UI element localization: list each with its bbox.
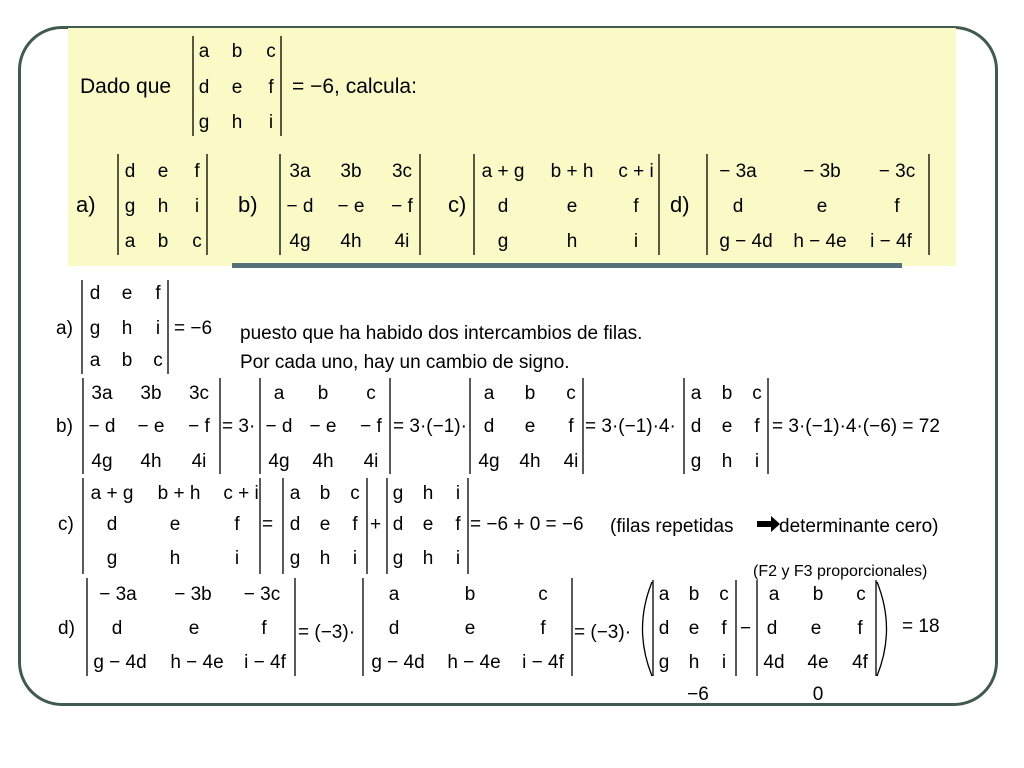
matrix-cell: a [273, 383, 285, 404]
matrix-cell: g − 4d [719, 231, 773, 252]
matrix-cell: − 3c [243, 584, 281, 605]
matrix-cell: h [688, 652, 700, 673]
matrix-cell: b + h [550, 161, 594, 182]
matrix-cell: 3c [391, 161, 413, 182]
matrix-cell: 4i [563, 451, 579, 472]
option-label: a) [76, 192, 96, 217]
matrix-cell: c [719, 584, 729, 605]
matrix-cell: − d [286, 196, 314, 217]
matrix-cell: a [483, 383, 495, 404]
matrix-cell: i [234, 548, 240, 569]
matrix-cell: f [754, 416, 760, 437]
matrix-cell: 4i [191, 451, 207, 472]
operator: = [262, 514, 274, 535]
given-result: = −6, calcula: [292, 75, 417, 98]
note-start: (filas repetidas [610, 516, 734, 537]
matrix-cell: f [721, 618, 727, 639]
matrix-cell: g [658, 652, 670, 673]
matrix-cell: g [198, 112, 210, 133]
matrix-cell: i [194, 196, 200, 217]
matrix-cell: c [192, 231, 202, 252]
given-matrix [199, 41, 276, 133]
matrix-cell: 4g [91, 451, 113, 472]
matrix-cell: e [231, 77, 243, 98]
solution-a [56, 280, 642, 374]
matrix-cell: b [721, 383, 733, 404]
matrix-cell: f [261, 618, 267, 639]
matrix-cell: f [540, 618, 546, 639]
matrix-cell: g − 4d [371, 652, 425, 673]
matrix-cell: c [266, 41, 276, 62]
matrix-cell: g [690, 451, 702, 472]
matrix-cell: 4e [807, 652, 829, 673]
given-statement [80, 36, 417, 136]
matrix-cell: i [754, 451, 760, 472]
solution-result: = −6 [174, 318, 213, 339]
matrix-cell: − f [360, 416, 382, 437]
matrix-cell: − 3c [878, 161, 916, 182]
operator: = (−3)· [298, 622, 356, 643]
solution-label: a) [56, 318, 73, 339]
explanation-line-2: Por cada uno, hay un cambio de signo. [240, 352, 570, 373]
matrix-cell: c [566, 383, 576, 404]
matrix-cell: 4h [519, 451, 541, 472]
given-label: Dado que [80, 75, 172, 98]
matrix-cell: f [455, 514, 461, 535]
matrix-cell: 4h [312, 451, 334, 472]
matrix-cell: − f [188, 416, 210, 437]
matrix-cell: e [816, 196, 828, 217]
matrix-cell: c [538, 584, 548, 605]
matrix-cell: d [89, 283, 101, 304]
matrix-cell: 4g [289, 231, 311, 252]
matrix-cell: d [392, 514, 404, 535]
matrix-cell: h [157, 196, 169, 217]
matrix-cell: − d [265, 416, 293, 437]
matrix-cell: 4i [394, 231, 410, 252]
matrix-cell: d [289, 514, 301, 535]
option-b [238, 154, 420, 255]
matrix-cell: 4d [763, 652, 785, 673]
matrix-cell: g [392, 483, 404, 504]
matrix-cell: − 3a [99, 584, 137, 605]
matrix-cell: d [732, 196, 744, 217]
matrix-cell: 4g [268, 451, 290, 472]
under-value-2: 0 [812, 684, 824, 705]
matrix-cell: 4h [140, 451, 162, 472]
matrix-cell: 4f [852, 652, 868, 673]
matrix-cell: b [157, 231, 169, 252]
matrix-cell: e [157, 161, 169, 182]
matrix-cell: i [352, 548, 358, 569]
operator: = 3·(−1)· [393, 416, 467, 437]
operator: − [740, 618, 752, 639]
matrix-cell: e [688, 618, 700, 639]
explanation-line-1: puesto que ha habido dos intercambios de filas. [240, 323, 643, 344]
matrix-cell: a [690, 383, 702, 404]
matrix-cell: c [366, 383, 376, 404]
operator: = (−3)· [574, 622, 632, 643]
matrix-cell: a [289, 483, 301, 504]
matrix-cell: i [155, 318, 161, 339]
option-label: c) [448, 192, 467, 217]
matrix-cell: − 3b [174, 584, 212, 605]
matrix-cell: c [350, 483, 360, 504]
matrix-cell: d [497, 196, 509, 217]
matrix-cell: a [768, 584, 780, 605]
solution-label: c) [58, 514, 74, 535]
matrix-cell: e [566, 196, 578, 217]
matrix-cell: c + i [223, 483, 259, 504]
matrix-cell: e [121, 283, 133, 304]
matrix-cell: 3a [91, 383, 113, 404]
matrix-cell: b [317, 383, 329, 404]
matrix-cell: − 3a [719, 161, 757, 182]
solution-label: b) [56, 416, 73, 437]
matrix-cell: e [721, 416, 733, 437]
matrix-cell: g [289, 548, 301, 569]
matrix-cell: 4h [340, 231, 362, 252]
matrix-cell: d [198, 77, 210, 98]
matrix-cell: h [721, 451, 733, 472]
matrix-cell: g [89, 318, 101, 339]
matrix-cell: a [198, 41, 210, 62]
matrix-cell: 3b [140, 383, 162, 404]
matrix-cell: 3a [289, 161, 311, 182]
matrix-cell: d [106, 514, 118, 535]
matrix-cell: f [268, 77, 274, 98]
matrix-cell: i − 4f [522, 652, 564, 673]
matrix-cell: e [188, 618, 200, 639]
solution-result: = 18 [902, 616, 940, 637]
option-c [448, 154, 659, 255]
matrix-cell: d [483, 416, 495, 437]
matrix-cell: b [688, 584, 700, 605]
matrix-cell: − e [137, 416, 165, 437]
matrix-cell: d [658, 618, 670, 639]
matrix-cell: 3c [188, 383, 210, 404]
matrix-cell: d [124, 161, 136, 182]
option-a [76, 154, 207, 255]
solution-result: = −6 + 0 = −6 [470, 514, 584, 535]
matrix-cell: e [319, 514, 331, 535]
matrix-cell: e [810, 618, 822, 639]
under-value-1: −6 [687, 684, 709, 705]
matrix-cell: − e [337, 196, 365, 217]
matrix-cell: h [121, 318, 133, 339]
matrix-cell: 4g [478, 451, 500, 472]
matrix-cell: a [658, 584, 670, 605]
matrix-cell: b [524, 383, 536, 404]
matrix-cell: h − 4e [793, 231, 847, 252]
matrix-cell: i [633, 231, 639, 252]
matrix-cell: f [857, 618, 863, 639]
matrix-cell: f [568, 416, 574, 437]
option-d [670, 154, 929, 255]
solution-label: d) [58, 618, 75, 639]
matrix-cell: h [422, 548, 434, 569]
matrix-cell: i [268, 112, 274, 133]
arrow-right-icon [757, 516, 780, 532]
matrix-cell: i − 4f [244, 652, 286, 673]
matrix-cell: h − 4e [447, 652, 501, 673]
matrix-cell: g [106, 548, 118, 569]
matrix-cell: a + g [90, 483, 134, 504]
matrix-cell: i [721, 652, 727, 673]
matrix-cell: b [121, 350, 133, 371]
matrix-cell: g [392, 548, 404, 569]
matrix-cell: b [812, 584, 824, 605]
matrix-cell: c [153, 350, 163, 371]
matrix-cell: a [89, 350, 101, 371]
matrix-cell: b [231, 41, 243, 62]
option-label: d) [670, 192, 690, 217]
note-proportional: (F2 y F3 proporcionales) [753, 563, 928, 580]
matrix-cell: − d [88, 416, 116, 437]
matrix-cell: g − 4d [93, 652, 147, 673]
left-paren [643, 582, 653, 676]
matrix-cell: f [352, 514, 358, 535]
matrix-cell: − e [309, 416, 337, 437]
solution-result: = 3·(−1)·4·(−6) = 72 [772, 416, 940, 437]
matrix-cell: − f [391, 196, 413, 217]
right-paren [877, 582, 887, 676]
matrix-cell: c [856, 584, 866, 605]
matrix-cell: h [169, 548, 181, 569]
matrix-cell: 4i [363, 451, 379, 472]
solution-c [58, 478, 938, 580]
matrix-cell: b [464, 584, 476, 605]
matrix-cell: e [464, 618, 476, 639]
matrix-cell: g [124, 196, 136, 217]
matrix-cell: f [633, 196, 639, 217]
operator: = 3· [222, 416, 256, 437]
matrix-cell: d [388, 618, 400, 639]
matrix-cell: h [422, 483, 434, 504]
matrix-cell: e [422, 514, 434, 535]
matrix-cell: h [566, 231, 578, 252]
matrix-cell: a [124, 231, 136, 252]
matrix-cell: i [455, 483, 461, 504]
matrix-cell: d [766, 618, 778, 639]
operator: = 3·(−1)·4· [585, 416, 676, 437]
matrix-cell: d [690, 416, 702, 437]
solution-d [58, 578, 940, 705]
matrix-cell: h [319, 548, 331, 569]
matrix-cell: − 3b [803, 161, 841, 182]
matrix-cell: f [894, 196, 900, 217]
matrix-cell: 3b [340, 161, 362, 182]
matrix-cell: c [752, 383, 762, 404]
solution-b [56, 378, 940, 474]
matrix-cell: a + g [481, 161, 525, 182]
note-end: determinante cero) [779, 516, 939, 537]
matrix-cell: i [455, 548, 461, 569]
matrix-cell: h − 4e [170, 652, 224, 673]
matrix-cell: e [169, 514, 181, 535]
matrix-cell: b [319, 483, 331, 504]
matrix-cell: f [155, 283, 161, 304]
option-label: b) [238, 192, 258, 217]
matrix-cell: e [524, 416, 536, 437]
operator: + [370, 514, 382, 535]
matrix-cell: h [231, 112, 243, 133]
matrix-cell: a [388, 584, 400, 605]
matrix-cell: d [111, 618, 123, 639]
matrix-cell: i − 4f [870, 231, 912, 252]
matrix-cell: c + i [618, 161, 654, 182]
matrix-cell: f [194, 161, 200, 182]
matrix-cell: g [497, 231, 509, 252]
matrix-cell: f [234, 514, 240, 535]
matrix-cell: b + h [157, 483, 201, 504]
